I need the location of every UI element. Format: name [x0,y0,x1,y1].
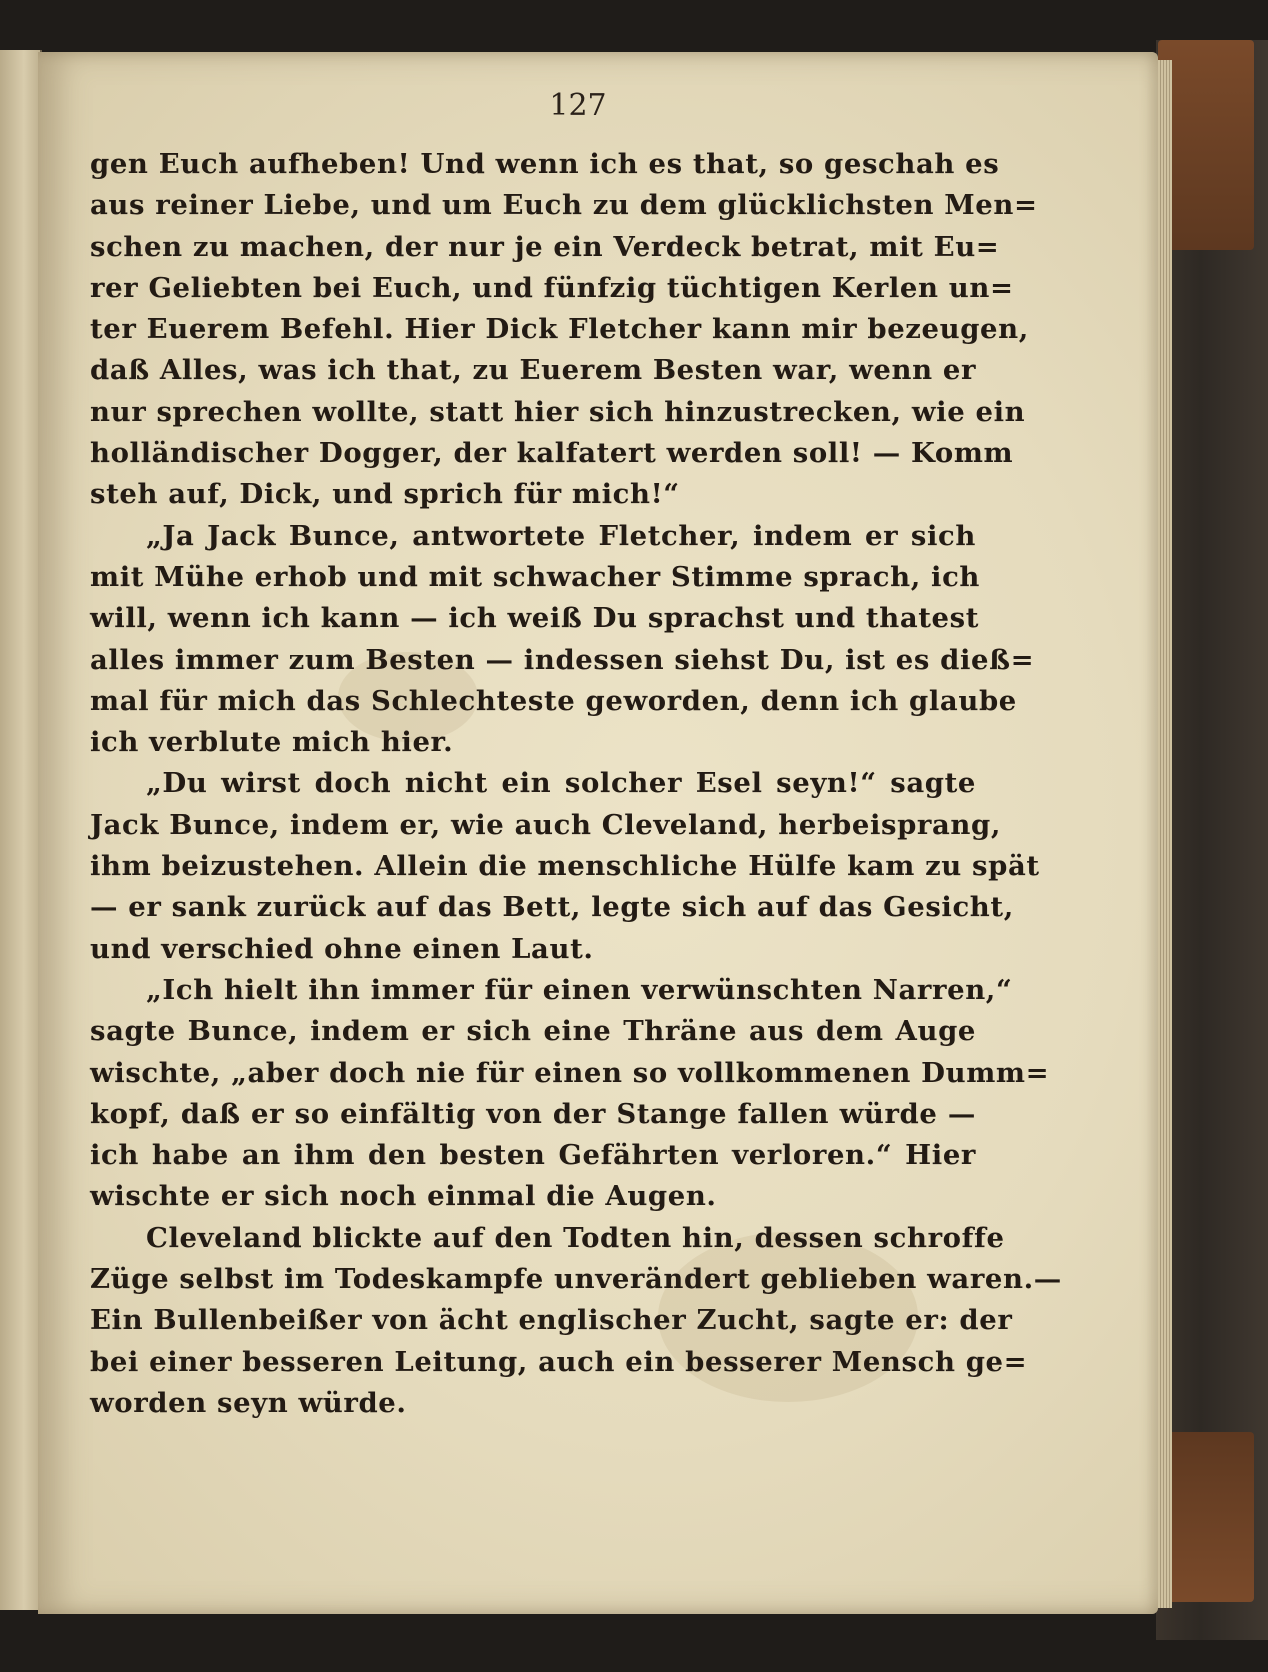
text-line: — er sank zurück auf das Bett, legte sich auf das Gesicht, [90,891,1014,924]
page-number: 127 [549,88,607,123]
text-line: „Ich hielt ihn immer für einen verwünschten Narren,“ [146,973,1013,1006]
text-line: Züge selbst im Todeskampfe unverändert geblieben waren.— [90,1263,1062,1296]
body-text [90,144,1062,1424]
leather-corner-top [1158,40,1254,250]
text-line: steh auf, Dick, und sprich für mich!“ [90,478,680,511]
text-line: daß Alles, was ich that, zu Euerem Besten war, wenn er [90,354,977,387]
text-line: rer Geliebten bei Euch, und fünfzig tüchtigen Kerlen un= [90,271,1014,304]
text-line: ihm beizustehen. Allein die menschliche Hülfe kam zu spät [90,850,1040,883]
text-line: worden seyn würde. [90,1386,407,1419]
text-line: wischte er sich noch einmal die Augen. [90,1180,717,1213]
book-page [38,52,1158,1614]
text-line: holländischer Dogger, der kalfatert werden soll! — Komm [90,437,1014,470]
page-edges [1158,60,1172,1608]
text-line: aus reiner Liebe, und um Euch zu dem glücklichsten Men= [90,189,1038,222]
text-line: bei einer besseren Leitung, auch ein besserer Mensch ge= [90,1345,1028,1378]
text-line: „Ja Jack Bunce, antwortete Fletcher, indem er sich [146,519,976,552]
text-line: gen Euch aufheben! Und wenn ich es that, so geschah es [90,148,1000,180]
book-cover-board [1156,40,1268,1640]
text-line: und verschied ohne einen Laut. [90,932,594,965]
text-line: Jack Bunce, indem er, wie auch Cleveland, herbeisprang, [90,808,1002,841]
text-line: mit Mühe erhob und mit schwacher Stimme sprach, ich [90,560,981,593]
text-line: ich habe an ihm den besten Gefährten verloren.“ Hier [90,1139,976,1172]
text-line: Cleveland blickte auf den Todten hin, dessen schroffe [146,1221,1005,1254]
text-line: mal für mich das Schlechteste geworden, denn ich glaube [90,684,1017,717]
text-line: alles immer zum Besten — indessen siehst Du, ist es dieß= [90,643,1035,676]
text-line: sagte Bunce, indem er sich eine Thräne aus dem Auge [90,1015,976,1048]
text-line: „Du wirst doch nicht ein solcher Esel seyn!“ sagte [146,767,976,800]
text-line: nur sprechen wollte, statt hier sich hinzustrecken, wie ein [90,395,1026,428]
facing-page-edge [0,50,42,1610]
text-line: Ein Bullenbeißer von ächt englischer Zucht, sagte er: der [90,1304,1013,1337]
leather-corner-bottom [1158,1432,1254,1602]
text-line: will, wenn ich kann — ich weiß Du sprachst und thatest [90,602,980,635]
text-line: kopf, daß er so einfältig von der Stange fallen würde — [90,1097,976,1130]
text-line: wischte, „aber doch nie für einen so vollkommenen Dumm= [90,1056,1050,1089]
text-line: ter Euerem Befehl. Hier Dick Fletcher kann mir bezeugen, [90,313,1029,346]
text-line: ich verblute mich hier. [90,726,454,759]
text-line: schen zu machen, der nur je ein Verdeck betrat, mit Eu= [90,230,1000,263]
